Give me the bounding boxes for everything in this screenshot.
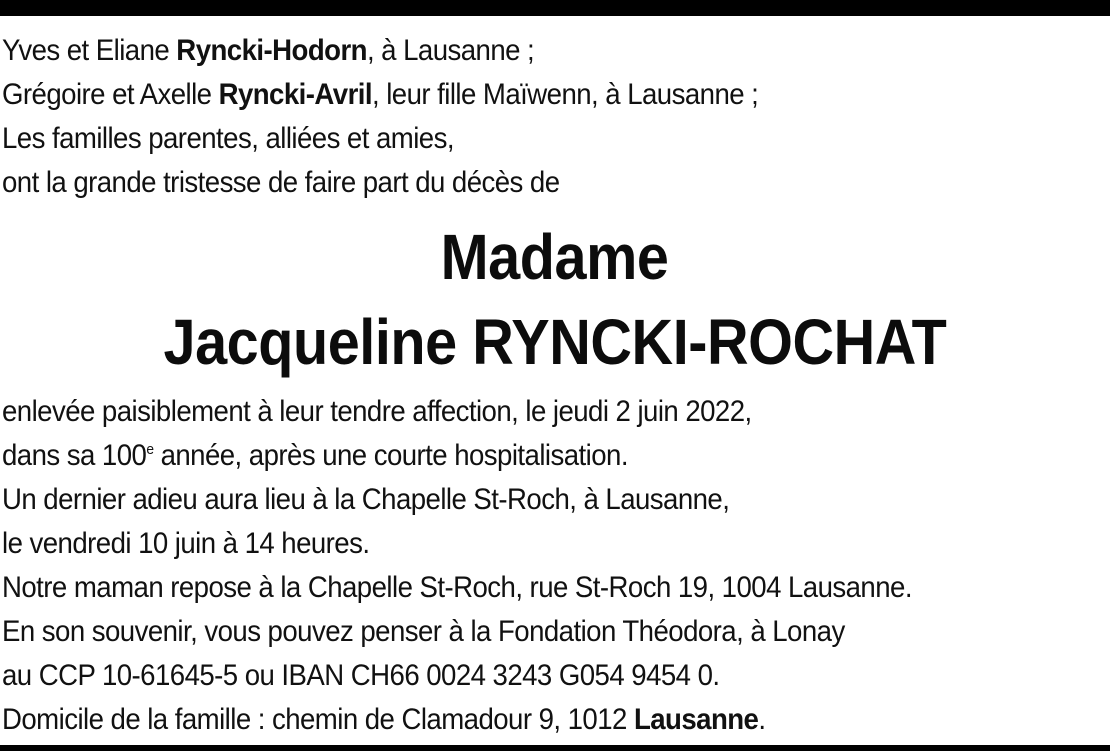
detail-line-farewell-place: Un dernier adieu aura lieu à la Chapelle St-Roch, à Lausanne, xyxy=(2,483,730,516)
age-text-continued: année, après une courte hospitalisation. xyxy=(153,439,628,472)
intro-line-announcement: ont la grande tristesse de faire part du décès de xyxy=(2,166,560,199)
intro-line-1-text: Yves et Eliane xyxy=(2,34,177,67)
age-text: dans sa 100 xyxy=(2,439,147,472)
deceased-name xyxy=(0,300,1110,384)
intro-line-2-text: Grégoire et Axelle xyxy=(2,78,219,111)
family-address-text: Domicile de la famille : chemin de Clamadour 9, 1012 xyxy=(2,703,634,736)
family-address-city: Lausanne xyxy=(633,703,759,736)
intro-line-relatives: Les familles parentes, alliées et amies, xyxy=(2,122,454,155)
detail-line-date-of-death: enlevée paisiblement à leur tendre affection, le jeudi 2 juin 2022, xyxy=(2,395,752,428)
announcement-intro xyxy=(2,29,1108,205)
detail-line-resting-place: Notre maman repose à la Chapelle St-Roch, rue St-Roch 19, 1004 Lausanne. xyxy=(2,571,912,604)
ordinal-superscript: e xyxy=(146,441,154,458)
intro-line-family-2 xyxy=(2,73,1020,117)
detail-line-donation: En son souvenir, vous pouvez penser à la Fondation Théodora, à Lonay xyxy=(2,615,845,648)
intro-line-family-1 xyxy=(2,29,1020,73)
bottom-border-rule xyxy=(0,745,1110,751)
family-name-1: Ryncki-Hodorn xyxy=(176,34,367,67)
deceased-name-text: Jacqueline RYNCKI-ROCHAT xyxy=(163,306,947,378)
intro-line-2-location: , leur fille Maïwenn, à Lausanne ; xyxy=(371,78,759,111)
announcement-details xyxy=(2,390,1108,742)
detail-line-family-address xyxy=(2,698,1020,742)
top-border-rule xyxy=(0,0,1110,16)
detail-line-age xyxy=(2,434,1020,478)
deceased-title-text: Madame xyxy=(441,221,669,293)
family-address-period: . xyxy=(758,703,766,736)
detail-line-bank-account: au CCP 10-61645-5 ou IBAN CH66 0024 3243 G054 9454 0. xyxy=(2,659,720,692)
deceased-title xyxy=(0,215,1110,299)
detail-line-farewell-time: le vendredi 10 juin à 14 heures. xyxy=(2,527,370,560)
family-name-2: Ryncki-Avril xyxy=(218,78,372,111)
intro-line-1-location: , à Lausanne ; xyxy=(366,34,535,67)
